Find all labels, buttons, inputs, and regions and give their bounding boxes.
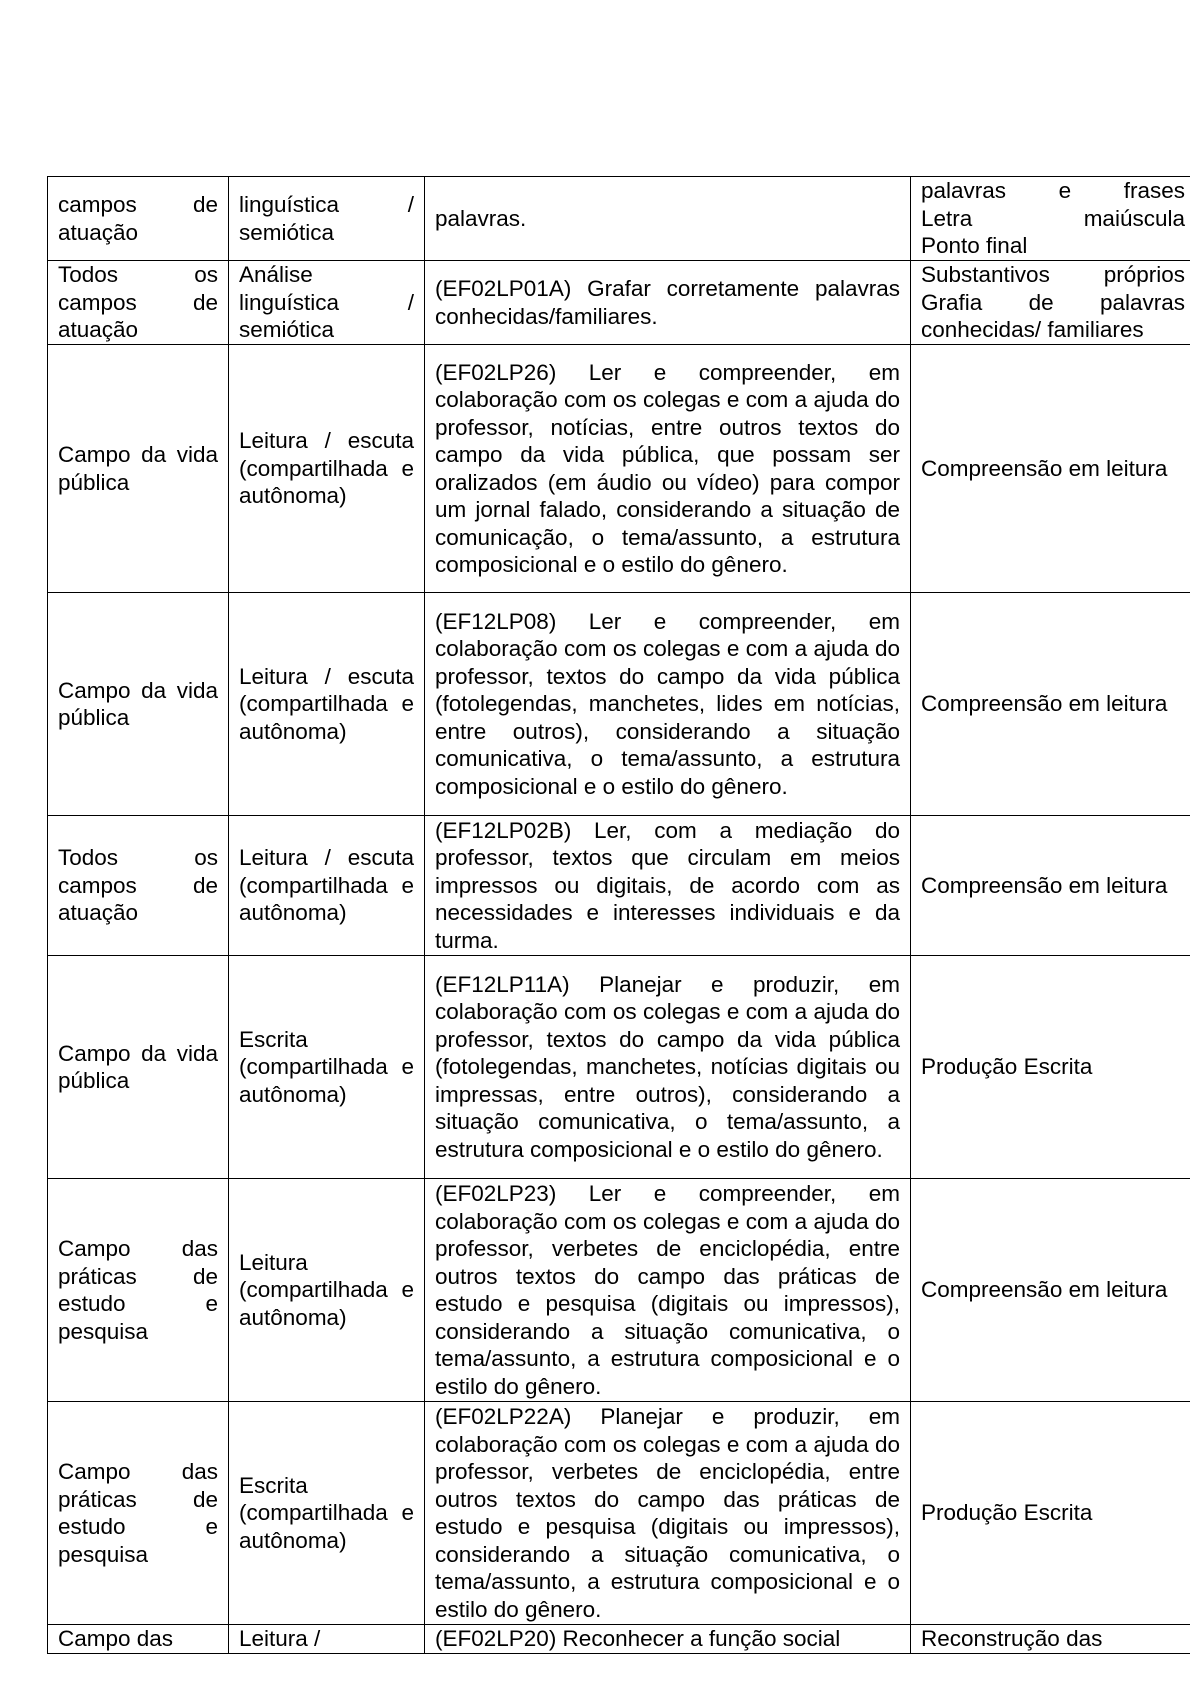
objeto-cell: Produção Escrita (911, 1402, 1190, 1625)
table-row (48, 1402, 1190, 1625)
campo-cell: Campo das (48, 1625, 229, 1654)
objeto-line: conhecidas/ familiares (921, 317, 1144, 343)
table-row (48, 1625, 1190, 1654)
habilidade-cell: palavras. (425, 177, 911, 261)
campo-cell: Campo das práticas de estudo e pesquisa (48, 1179, 229, 1402)
habilidade-cell: (EF02LP23) Ler e compreender, em colaboração com os colegas e com a ajuda do professor, verbetes de enciclopédia, entre outros textos do campo das práticas de estudo e pesquisa (digitais ou impressos), considerando a situação comunicativa, o tema/assunto, a estrutura composicional e o estilo do gênero. (425, 1179, 911, 1402)
table-row (48, 593, 1190, 816)
objeto-cell (911, 261, 1190, 345)
table-row (48, 816, 1190, 956)
table-row (48, 1179, 1190, 1402)
table-row (48, 261, 1190, 345)
pratica-cell: Leitura / escuta (compartilhada e autônoma) (229, 816, 425, 956)
objeto-line: palavras e frases (921, 178, 1185, 204)
objeto-line: Grafia de palavras (921, 289, 1185, 315)
campo-cell: Campo da vida pública (48, 593, 229, 816)
campo-cell: campos de atuação (48, 177, 229, 261)
campo-cell: Todos os campos de atuação (48, 261, 229, 345)
pratica-cell: Análise linguística / semiótica (229, 261, 425, 345)
habilidade-cell: (EF12LP11A) Planejar e produzir, em colaboração com os colegas e com a ajuda do professor, textos do campo da vida pública (fotolegendas, manchetes, notícias digitais ou impressas, entre outros), considerando a situação comunicativa, o tema/assunto, a estrutura composicional e o estilo do gênero. (425, 956, 911, 1179)
objeto-cell: Produção Escrita (911, 956, 1190, 1179)
pratica-cell: Leitura / (229, 1625, 425, 1654)
objeto-line: Substantivos próprios (921, 262, 1185, 288)
table-row (48, 345, 1190, 593)
objeto-cell: Compreensão em leitura (911, 345, 1190, 593)
pratica-cell: Leitura / escuta (compartilhada e autônoma) (229, 593, 425, 816)
objeto-cell: Compreensão em leitura (911, 593, 1190, 816)
objeto-line: Letra maiúscula (921, 205, 1185, 231)
habilidade-cell: (EF02LP01A) Grafar corretamente palavras conhecidas/familiares. (425, 261, 911, 345)
habilidade-cell: (EF02LP20) Reconhecer a função social (425, 1625, 911, 1654)
pratica-cell: Leitura / escuta (compartilhada e autônoma) (229, 345, 425, 593)
campo-cell: Campo das práticas de estudo e pesquisa (48, 1402, 229, 1625)
objeto-cell (911, 177, 1190, 261)
pratica-cell: Escrita (compartilhada e autônoma) (229, 956, 425, 1179)
campo-cell: Todos os campos de atuação (48, 816, 229, 956)
objeto-line: Ponto final (921, 233, 1028, 259)
curriculum-table (47, 176, 1190, 1654)
pratica-cell: Leitura (compartilhada e autônoma) (229, 1179, 425, 1402)
habilidade-cell: (EF12LP08) Ler e compreender, em colaboração com os colegas e com a ajuda do professor, textos do campo da vida pública (fotolegendas, manchetes, lides em notícias, entre outros), considerando a situação comunicativa, o tema/assunto, a estrutura composicional e o estilo do gênero. (425, 593, 911, 816)
pratica-cell: linguística / semiótica (229, 177, 425, 261)
table-row (48, 956, 1190, 1179)
campo-cell: Campo da vida pública (48, 345, 229, 593)
habilidade-cell: (EF02LP22A) Planejar e produzir, em colaboração com os colegas e com a ajuda do professor, verbetes de enciclopédia, entre outros textos do campo das práticas de estudo e pesquisa (digitais ou impressos), considerando a situação comunicativa, o tema/assunto, a estrutura composicional e o estilo do gênero. (425, 1402, 911, 1625)
pratica-cell: Escrita (compartilhada e autônoma) (229, 1402, 425, 1625)
campo-cell: Campo da vida pública (48, 956, 229, 1179)
habilidade-cell: (EF12LP02B) Ler, com a mediação do professor, textos que circulam em meios impressos ou digitais, de acordo com as necessidades e interesses individuais e da turma. (425, 816, 911, 956)
objeto-cell: Compreensão em leitura (911, 816, 1190, 956)
table-row (48, 177, 1190, 261)
objeto-cell: Reconstrução das (911, 1625, 1190, 1654)
objeto-cell: Compreensão em leitura (911, 1179, 1190, 1402)
habilidade-cell: (EF02LP26) Ler e compreender, em colaboração com os colegas e com a ajuda do professor, notícias, entre outros textos do campo da vida pública, que possam ser oralizados (em áudio ou vídeo) para compor um jornal falado, considerando a situação de comunicação, o tema/assunto, a estrutura composicional e o estilo do gênero. (425, 345, 911, 593)
